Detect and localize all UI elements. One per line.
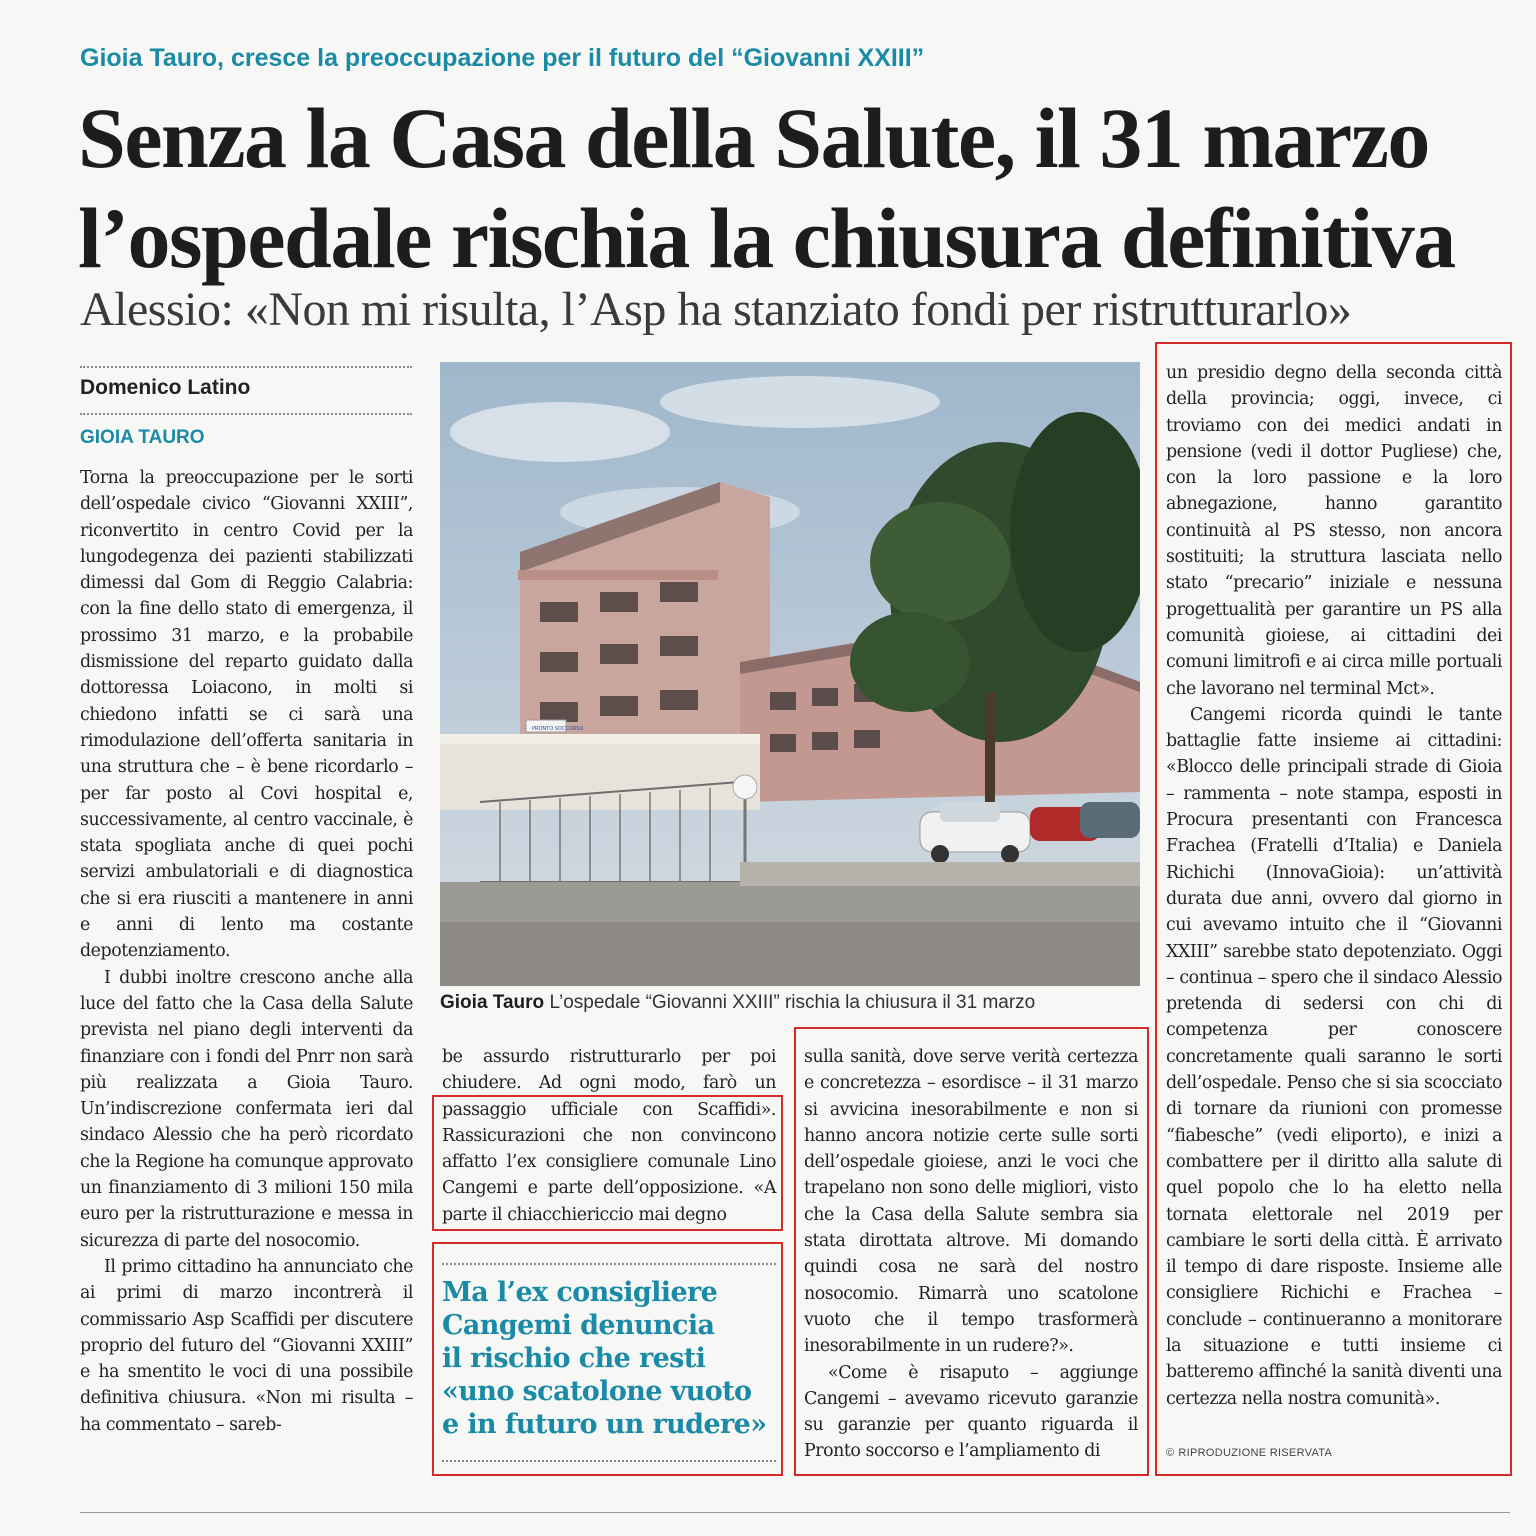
article-column-1 bbox=[80, 465, 413, 1438]
column-3-paragraph-2: «Come è risaputo – aggiunge Cangemi – avevamo ricevuto garanzie su garanzie per quanto riguarda il Pronto soccorso e l’ampliamento di bbox=[804, 1362, 1138, 1462]
headline bbox=[78, 88, 1518, 288]
kicker: Gioia Tauro, cresce la preoccupazione per il futuro del “Giovanni XXIII” bbox=[80, 44, 925, 72]
headline-line-2: l’ospedale rischia la chiusura definitiva bbox=[78, 190, 1455, 286]
byline-divider-bottom bbox=[80, 413, 412, 415]
column-1-paragraph-2: I dubbi inoltre crescono anche alla luce del fatto che la Casa della Salute prevista nel piano degli interventi da finanziare con i fondi del Pnrr non sarà più realizzata a Gioia Tauro. Un’indiscrezione confermata ieri dal sindaco Alessio che ha però ricordato che la Regione ha comunque approvato un finanziamento di 3 milioni 150 mila euro per la ristrutturazione e messa in sicurezza di parte del nosocomio. bbox=[80, 967, 414, 1251]
column-1-paragraph-3: Il primo cittadino ha annunciato che ai primi di marzo incontrerà il commissario Asp Scaffidi per discutere proprio del futuro del “Giovanni XXIII” e ha smentito le voci di una possibile definitiva chiusura. «Non mi risulta – ha commentato – sareb- bbox=[80, 1256, 413, 1435]
column-1-paragraph-1: Torna la preoccupazione per le sorti dell’ospedale civico “Giovanni XXIII”, riconvertito in centro Covid per la lungodegenza dei pazienti stabilizzati dimessi dal Gom di Reggio Calabria: con la fine dello stato di emergenza, il prossimo 31 marzo, e la probabile dismissione del reparto guidato dalla dottoressa Loiacono, in molti si chiedono infatti se ci sarà una rimodulazione dell’offerta sanitaria in una struttura che – è bene ricordarlo – per far posto al Covi hospital e, successivamente, al centro vaccinale, è stata spogliata anche di quei pochi servizi ambulatoriali e di diagnostica che si era riusciti a mantenere in anni e anni di lento ma costante depotenziamento. bbox=[80, 468, 413, 962]
page-bottom-rule bbox=[80, 1512, 1510, 1513]
highlight-box-pullquote bbox=[432, 1242, 783, 1476]
photo-caption bbox=[440, 992, 1140, 1014]
column-4-paragraph-2: Cangemi ricorda quindi le tante battaglie fatte insieme ai cittadini: «Blocco delle principali strade di Gioia – rammenta – note stampa, esposti in Procura presentanti con Francesca Frachea (Fratelli d’Italia) e Daniela Richichi (InnovaGioia): un’attività durata due anni, ovvero dal giorno in cui avevamo intuito che il “Giovanni XXIII” sarebbe stato depotenziato. Oggi – continua – spero che il sindaco Alessio pretenda di sedersi con chi di competenza per conoscere concretamente quali saranno le sorti dell’ospedale. Penso che si sia scocciato di tornare da riunioni con promesse “fiabesche” (vedi eliporto), e inizi a combattere per il diritto alla salute di quel popolo che lo ha eletto nella tornata elettorale nel 2019 per cambiare le sorti della città. È arrivato il tempo di dare risposte. Insieme alle consigliere Richichi e Frachea – conclude – continueranno a monitorare la situazione e tutti insieme ci batteremo affinché la sanità diventi una certezza nella nostra comunità». bbox=[1166, 704, 1502, 1409]
headline-line-1: Senza la Casa della Salute, il 31 marzo bbox=[78, 90, 1429, 186]
column-2-paragraph-1: be assurdo ristrutturarlo per poi chiudere. Ad ogni modo, farò un passaggio ufficiale con Scaffidi». Rassicurazioni che non convincono affatto l’ex consigliere comunale Lino Cangemi e parte dell’opposizione. «A parte il chiacchiericcio mai degno bbox=[442, 1047, 776, 1225]
pullquote-line-4: «uno scatolone vuoto bbox=[442, 1376, 752, 1407]
pullquote-line-3: il rischio che resti bbox=[442, 1343, 706, 1374]
byline-author: Domenico Latino bbox=[80, 376, 251, 399]
dateline: GIOIA TAURO bbox=[80, 427, 205, 448]
subheadline: Alessio: «Non mi risulta, l’Asp ha stanziato fondi per ristrutturarlo» bbox=[80, 283, 1352, 336]
hospital-photo bbox=[440, 362, 1140, 986]
pronto-soccorso-sign: PRONTO SOCCORSO bbox=[532, 726, 584, 732]
hospital-building-illustration bbox=[440, 362, 1140, 986]
highlight-box-column-2-quote bbox=[432, 1095, 783, 1231]
pullquote-line-5: e in futuro un rudere» bbox=[442, 1409, 767, 1440]
highlight-box-column-3 bbox=[794, 1027, 1149, 1476]
highlight-box-column-4 bbox=[1155, 342, 1512, 1476]
copyright-symbol: © bbox=[1166, 1447, 1175, 1459]
column-3-paragraph-1: sulla sanità, dove serve verità certezza e concretezza – esordisce – il 31 marzo si avvicina inesorabilmente e non si hanno ancora notizie certe sulle sorti dell’ospedale gioiese, anzi le voci che trapelano non sono delle migliori, visto che la Casa della Salute sembra sia stata dirottata altrove. Mi domando quindi cosa ne sarà del nostro nosocomio. Rimarrà uno scatolone vuoto che il tempo trasformerà inesorabilmente in un rudere?». bbox=[804, 1047, 1138, 1357]
caption-place: Gioia Tauro bbox=[440, 992, 545, 1013]
byline-divider-top bbox=[80, 366, 412, 368]
caption-text: L’ospedale “Giovanni XXIII” rischia la chiusura il 31 marzo bbox=[549, 992, 1036, 1013]
pullquote-line-2: Cangemi denuncia bbox=[442, 1310, 715, 1341]
copyright-text: RIPRODUZIONE RISERVATA bbox=[1178, 1447, 1333, 1459]
pullquote-line-1: Ma l’ex consigliere bbox=[442, 1277, 718, 1308]
column-4-paragraph-1: un presidio degno della seconda città della provincia; oggi, invece, ci troviamo con dei medici andati in pensione (vedi il dottor Pugliese) che, con la loro passione e la loro abnegazione, hanno garantito continuità al PS stesso, non ancora sostituiti; la struttura lasciata nello stato “precario” iniziale e nessuna progettualità per garantire un PS alla comunità gioiese, ai cittadini dei comuni limitrofi e ai circa mille portuali che lavorano nel terminal Mct». bbox=[1166, 363, 1502, 699]
